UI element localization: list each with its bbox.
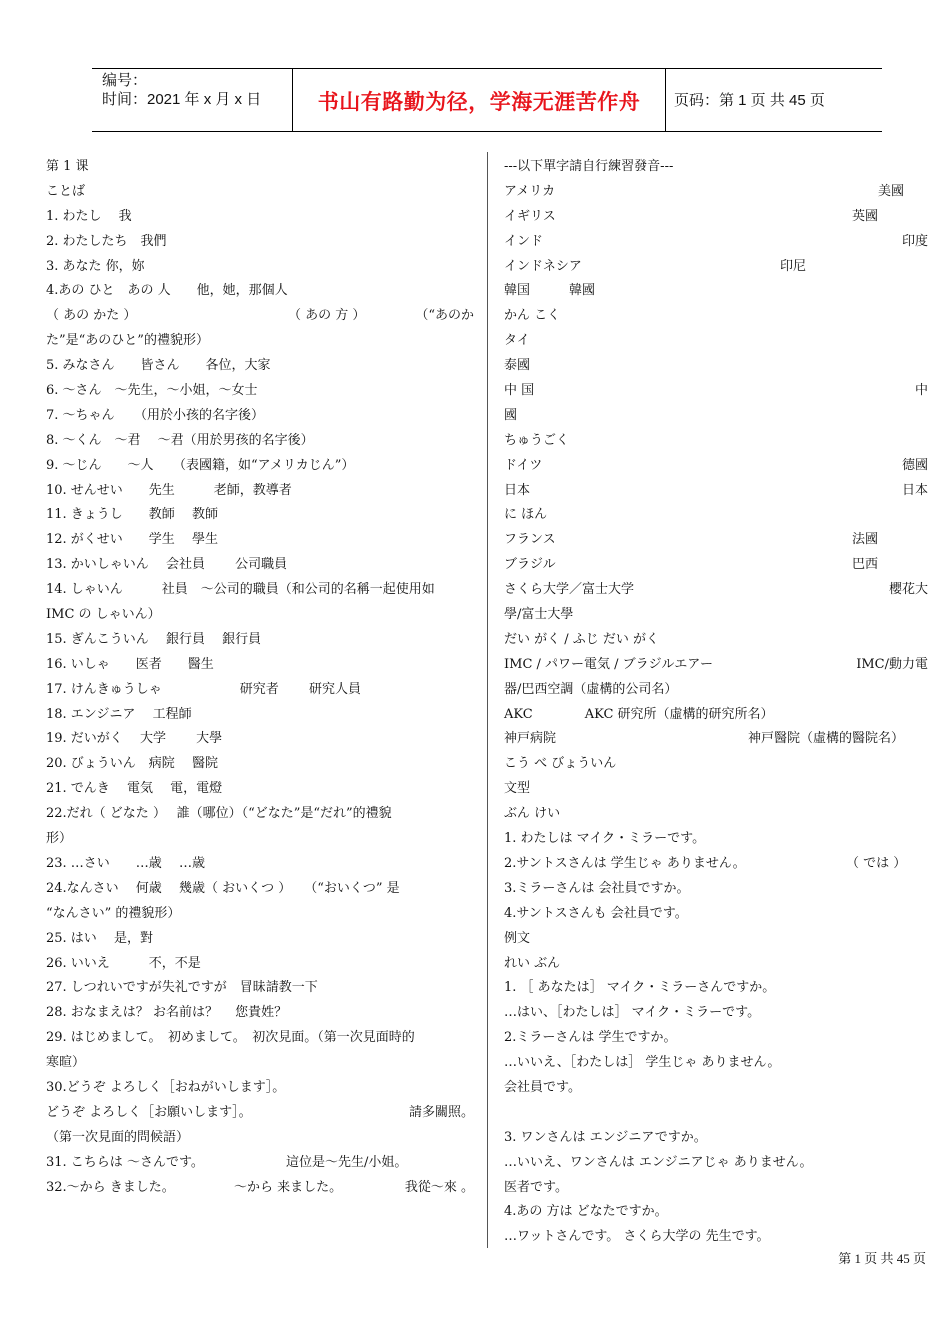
left-column [46,155,474,1200]
pattern-line: 1. わたしは マイク・ミラーです。 [504,831,706,847]
vocab-line [46,304,474,329]
vocab-term: フランス [504,532,556,548]
vocab-meaning: 日本 [901,482,928,498]
header-info-cell [92,69,293,131]
page-code: 页码：第 1 页 共 45 页 [674,92,825,109]
vocab-meaning: 中 [914,383,928,399]
vocab-line [504,230,928,255]
vocab-reading: かん こく [504,308,561,324]
blank-line [504,1101,928,1126]
vocab-reading: に ほん [504,507,548,523]
doc-time-label: 时间：2021 年 x 月 x 日 [102,91,262,108]
vocab-line: （第一次見面的問候語） [46,1129,190,1145]
vocab-meaning: 德國 [901,457,928,473]
vocab-meaning: 英國 [852,208,879,224]
vocab-line [46,1101,474,1126]
vocab-line [504,528,928,553]
vocab-meaning: 巴西 [852,557,879,573]
column-divider [487,152,488,1248]
vocab-part: （ あの 方 ） [288,308,366,324]
vocab-line: 泰國 [504,358,531,374]
example-line: 4.あの 方は どなたですか。 [504,1204,668,1220]
example-line: …ワットさんです。 さくら大学の 先生です。 [504,1229,770,1245]
vocab-line: 2. わたしたち 我們 [46,233,167,249]
vocab-term: 日本 [504,482,531,498]
example-line: …はい、［わたしは］ マイク・ミラーです。 [504,1005,761,1021]
vocab-term: さくら大学／富士大学 [504,582,635,598]
vocab-term: アメリカ [504,183,556,199]
vocab-part: 請多關照。 [408,1104,474,1120]
vocab-line: 12. がくせい 学生 學生 [46,532,218,548]
vocab-line: 19. だいがく 大学 大學 [46,731,223,747]
vocab-line [46,1151,474,1176]
vocab-line: “なんさい” 的禮貌形） [46,905,181,921]
vocab-line: IMC の しゃいん） [46,607,161,623]
vocab-part: （“あのか [415,308,474,324]
vocab-line: 韓国 韓國 [504,283,596,299]
example-line: 2.ミラーさんは 学生ですか。 [504,1030,677,1046]
vocab-meaning: IMC/動力電 [856,656,928,672]
vocab-line [504,255,928,280]
vocab-line [504,379,928,404]
vocab-meaning: 印度 [901,233,928,249]
example-line: …いいえ、ワンさんは エンジニアじゃ ありません。 [504,1154,813,1170]
vocab-line: 11. きょうし 教師 教師 [46,507,218,523]
header-page-cell [666,69,882,131]
vocab-line [504,727,928,752]
right-column [504,155,928,1250]
vocab-line: 1. わたし 我 [46,208,132,224]
header-motto-cell [293,69,666,131]
vocab-line [504,205,928,230]
vocab-line: AKC AKC 研究所（虛構的研究所名） [504,706,774,722]
example-line: …いいえ、［わたしは］ 学生じゃ ありません。 [504,1055,781,1071]
example-line: 3. ワンさんは エンジニアですか。 [504,1129,707,1145]
example-line: 1. ［ あなたは］ マイク・ミラーさんですか。 [504,980,776,996]
page-header [92,68,882,132]
vocab-line: た”是“あのひと”的禮貌形） [46,333,209,349]
vocab-line: 國 [504,407,518,423]
vocab-line: 27. しつれいですが失礼ですが 冒昧請教一下 [46,980,318,996]
vocab-meaning: 神戸醫院（虛構的醫院名） [748,731,905,747]
section-heading: 例文 [504,930,531,946]
vocab-term: イギリス [504,208,556,224]
vocab-reading: ちゅうごく [504,432,570,448]
vocab-part: （ あの かた ） [46,308,137,324]
vocab-part: どうぞ よろしく［お願いします］。 [46,1104,252,1120]
vocab-reading: れい ぶん [504,955,561,971]
vocab-line: 6. ～さん ～先生，～小姐，～女士 [46,383,258,399]
pattern-line [504,852,928,877]
vocab-line: 9. ～じん ～人 （表國籍，如“アメリカじん”） [46,457,355,473]
vocab-line [504,653,928,678]
pattern-line: 4.サントスさんも 会社員です。 [504,905,688,921]
vocab-line: 23. …さい …歳 …歳 [46,855,205,871]
vocab-line: 5. みなさん 皆さん 各位，大家 [46,358,271,374]
vocab-line: 15. ぎんこういん 銀行員 銀行員 [46,631,262,647]
vocab-line [46,1176,474,1201]
vocab-line [504,479,928,504]
pattern-note: （ では ） [846,855,907,871]
doc-number-label: 编号： [102,72,148,89]
vocab-line: 25. はい 是，對 [46,930,153,946]
vocab-line: タイ [504,333,530,349]
vocab-line: 26. いいえ 不，不是 [46,955,201,971]
vocab-line: 13. かいしゃいん 会社員 公司職員 [46,557,288,573]
vocab-term: ブラジル [504,557,556,573]
vocab-line [504,553,928,578]
vocab-meaning: 法國 [852,532,879,548]
vocab-meaning: 印尼 [780,258,807,274]
vocab-meaning: 櫻花大 [888,582,928,598]
vocab-reading: だい がく / ふじ だい がく [504,631,660,647]
vocab-term: 神戸病院 [504,731,557,747]
vocab-part: 32.～から きました。 [46,1179,175,1195]
vocab-term: IMC / パワー電気 / ブラジルエアー [504,656,713,672]
vocab-line: 18. エンジニア 工程師 [46,706,192,722]
vocab-part: 這位是～先生/小姐。 [286,1154,408,1170]
vocab-term: インドネシア [504,258,582,274]
vocab-line: 4.あの ひと あの 人 他，她，那個人 [46,283,288,299]
vocab-line: 10. せんせい 先生 老師，教導者 [46,482,292,498]
vocab-line: 17. けんきゅうしゃ 研究者 研究人員 [46,681,361,697]
motto-text: 书山有路勤为径，学海无涯苦作舟 [317,90,641,114]
section-heading: 文型 [504,781,531,797]
vocab-line: 學/富士大學 [504,607,574,623]
vocab-part: ～から 来ました。 [234,1179,343,1195]
pattern-text: 2.サントスさんは 学生じゃ ありません。 [504,855,746,871]
vocab-line: 寒暄） [46,1055,86,1071]
vocab-line: 22.だれ（ どなた ） 誰（哪位）（“どなた”是“だれ”的禮貌 [46,806,392,822]
vocab-line: 7. ～ちゃん （用於小孩的名字後） [46,407,265,423]
vocab-line: 21. でんき 電気 電，電燈 [46,781,223,797]
vocab-reading: ぶん けい [504,806,561,822]
example-line: 医者です。 [504,1179,568,1195]
vocab-line [504,454,928,479]
vocab-line: 14. しゃいん 社員 ～公司的職員（和公司的名稱一起使用如 [46,582,435,598]
vocab-line: 3. あなた 你，妳 [46,258,145,274]
vocab-line: 器/巴西空調（虛構的公司名） [504,681,678,697]
vocab-line [504,180,928,205]
vocab-line: 28. おなまえは？ お名前は？ 您貴姓？ [46,1005,288,1021]
vocab-line: 8. ～くん ～君 ～君（用於男孩的名字後） [46,432,314,448]
pattern-line: 3.ミラーさんは 会社員ですか。 [504,880,690,896]
example-line: 会社員です。 [504,1079,581,1095]
vocab-line: 16. いしゃ 医者 醫生 [46,656,214,672]
vocab-reading: こう べ びょういん [504,756,617,772]
vocab-line: 形） [46,831,73,847]
vocab-line: 29. はじめまして。 初めまして。 初次見面。（第一次見面時的 [46,1030,415,1046]
vocab-term: インド [504,233,544,249]
vocab-part: 我從～來 。 [404,1179,474,1195]
vocab-line: 20. びょういん 病院 醫院 [46,756,218,772]
vocab-line: 24.なんさい 何歳 幾歳（ おいくつ ） （“おいくつ” 是 [46,880,400,896]
page-footer: 第 1 页 共 45 页 [838,1251,926,1266]
vocab-part: 31. こちらは ～さんです。 [46,1154,204,1170]
vocab-line: 30.どうぞ よろしく［おねがいします］。 [46,1079,286,1095]
section-note: ---以下單字請自行練習發音--- [504,159,674,174]
lesson-title: 第 1 课 [46,159,89,174]
section-heading: ことば [46,183,86,199]
vocab-term: 中 国 [504,383,535,399]
vocab-meaning: 美國 [878,183,905,199]
vocab-line [504,578,928,603]
vocab-term: ドイツ [504,457,543,473]
